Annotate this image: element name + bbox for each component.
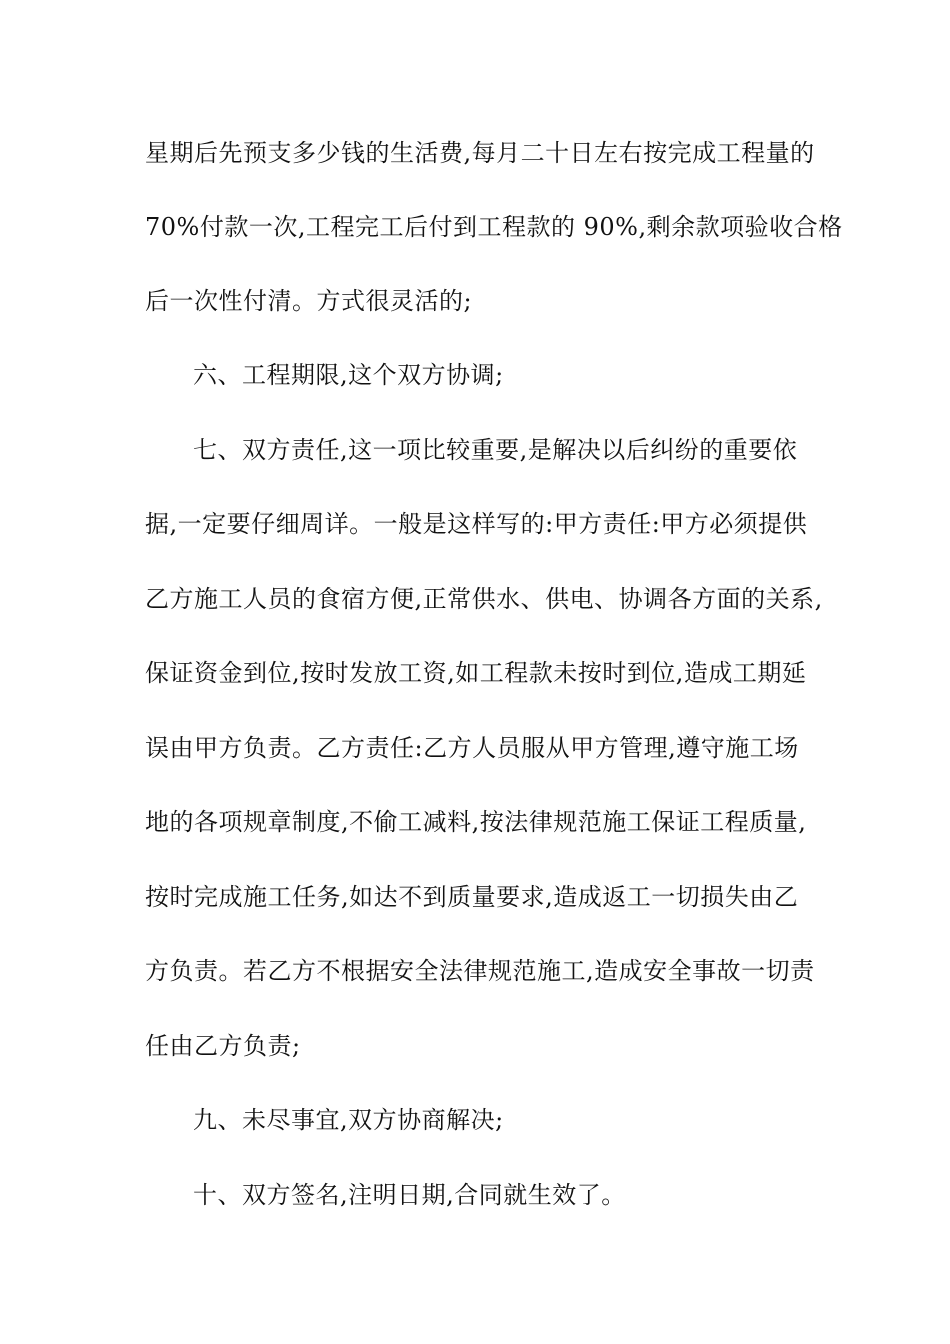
section-heading-six: 六、工程期限,这个双方协调; xyxy=(193,361,504,389)
text-line: 乙方施工人员的食宿方便,正常供水、供电、协调各方面的关系, xyxy=(145,585,823,613)
section-heading-ten: 十、双方签名,注明日期,合同就生效了。 xyxy=(193,1181,626,1209)
text-line: 按时完成施工任务,如达不到质量要求,造成返工一切损失由乙 xyxy=(145,883,799,911)
section-heading-seven: 七、双方责任,这一项比较重要,是解决以后纠纷的重要依 xyxy=(193,436,798,464)
section-heading-nine: 九、未尽事宜,双方协商解决; xyxy=(193,1106,504,1134)
text-line: 70%付款一次,工程完工后付到工程款的 90%,剩余款项验收合格 xyxy=(145,213,843,241)
text-line: 据,一定要仔细周详。一般是这样写的:甲方责任:甲方必须提供 xyxy=(145,510,808,538)
text-line: 地的各项规章制度,不偷工减料,按法律规范施工保证工程质量, xyxy=(145,808,807,836)
text-line: 方负责。若乙方不根据安全法律规范施工,造成安全事故一切责 xyxy=(145,957,815,985)
text-line: 保证资金到位,按时发放工资,如工程款未按时到位,造成工期延 xyxy=(145,659,807,687)
text-line: 任由乙方负责; xyxy=(145,1032,301,1060)
text-line: 星期后先预支多少钱的生活费,每月二十日左右按完成工程量的 xyxy=(145,139,815,167)
text-line: 后一次性付清。方式很灵活的; xyxy=(145,287,473,315)
text-line: 误由甲方负责。乙方责任:乙方人员服从甲方管理,遵守施工场 xyxy=(145,734,799,762)
